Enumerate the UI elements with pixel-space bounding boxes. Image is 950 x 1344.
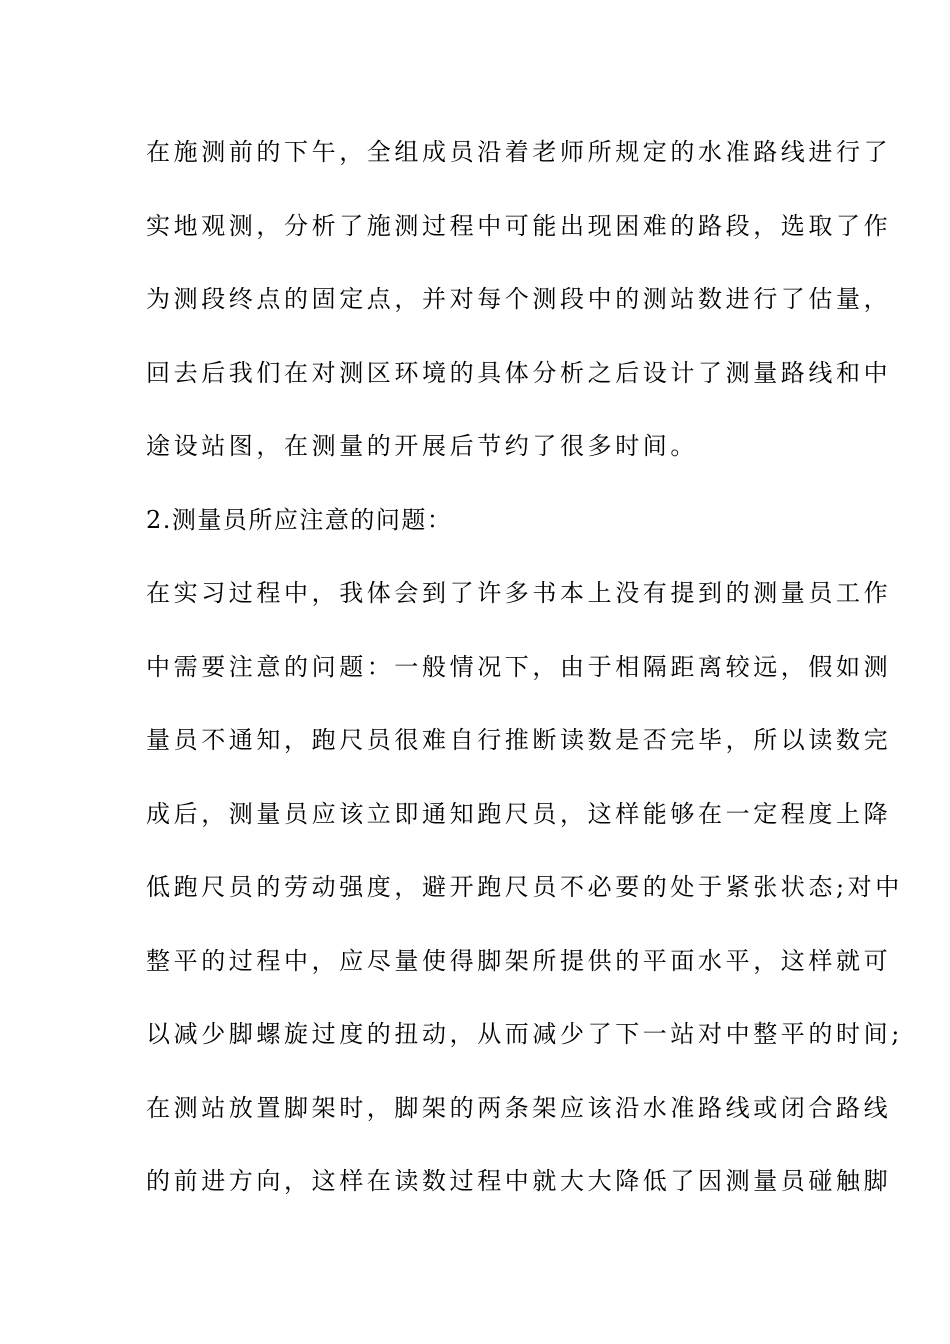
paragraph-line: 回去后我们在对测区环境的具体分析之后设计了测量路线和中 (146, 358, 892, 387)
paragraph-line: 途设站图，在测量的开展后节约了很多时间。 (146, 432, 698, 460)
paragraph-line: 成后，测量员应该立即通知跑尺员，这样能够在一定程度上降 (146, 799, 892, 828)
paragraph-line: 整平的过程中，应尽量使得脚架所提供的平面水平，这样就可 (146, 946, 892, 975)
paragraph-line: 在测站放置脚架时，脚架的两条架应该沿水准路线或闭合路线 (146, 1093, 892, 1122)
document-body (146, 122, 903, 1225)
paragraph-line: 中需要注意的问题：一般情况下，由于相隔距离较远，假如测 (146, 652, 892, 681)
paragraph-line: 实地观测，分析了施测过程中可能出现困难的路段，选取了作 (146, 211, 892, 240)
paragraph-line: 在实习过程中，我体会到了许多书本上没有提到的测量员工作 (146, 579, 892, 607)
paragraph-line: 量员不通知，跑尺员很难自行推断读数是否完毕，所以读数完 (146, 726, 892, 754)
paragraph-line: 为测段终点的固定点，并对每个测段中的测站数进行了估量， (146, 285, 892, 313)
paragraph-line: 的前进方向，这样在读数过程中就大大降低了因测量员碰触脚 (146, 1167, 892, 1195)
paragraph-line: 在施测前的下午，全组成员沿着老师所规定的水准路线进行了 (146, 138, 892, 166)
paragraph-line: 低跑尺员的劳动强度，避开跑尺员不必要的处于紧张状态;对中 (146, 873, 903, 901)
paragraph-line: 以减少脚螺旋过度的扭动，从而减少了下一站对中整平的时间; (146, 1020, 903, 1048)
section-heading: 2.测量员所应注意的问题： (146, 505, 453, 534)
